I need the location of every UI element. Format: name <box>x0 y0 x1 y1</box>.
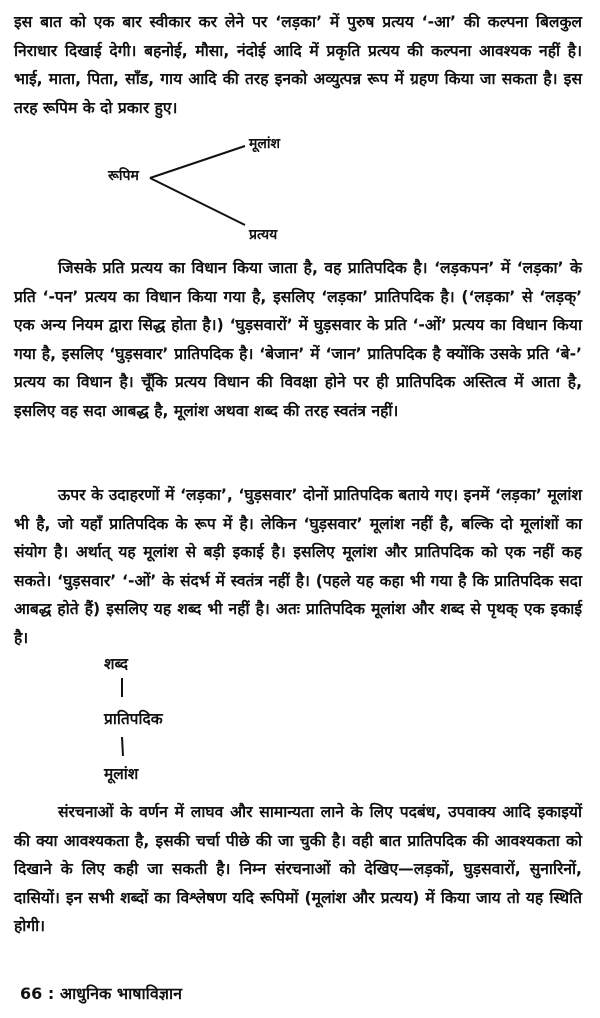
diagram1-root-label: रूपिम <box>108 168 139 184</box>
paragraph-4: संरचनाओं के वर्णन में लाघव और सामान्यता लाने के लिए पदबंध, उपवाक्य आदि इकाइयों की क्या आवश्यकता है, इसकी चर्चा पीछे की जा चुकी है। वही बात प्रातिपदिक की आवश्यकता को दिखाने के लिए कही जा सकती है। निम्न संरचनाओं को देखिए—लड़कों, घुड़सवारों, सुनारिनों, दासियों। इन सभी शब्दों का विश्लेषण यदि रूपिमों (मूलांश और प्रत्यय) में किया जाय तो यह स्थिति होगी। <box>14 803 582 936</box>
footer-separator: : <box>47 984 55 1003</box>
diagram2-top-label: शब्द <box>104 655 128 673</box>
diagram2-bottom-label: मूलांश <box>104 765 139 783</box>
paragraph-3: ऊपर के उदाहरणों में ‘लड़का’, ‘घुड़सवार’ दोनों प्रातिपदिक बताये गए। इनमें ‘लड़का’ मूलांश भी है, जो यहाँ प्रातिपदिक के रूप में है। लेकिन ‘घुड़सवार’ मूलांश नहीं है, बल्कि दो मूलांशों का संयोग है। अर्थात् यह मूलांश से बड़ी इकाई है। इसलिए मूलांश और प्रातिपदिक को एक नहीं कह सकते। ‘घुड़सवार’ ‘-ओं’ के संदर्भ में स्वतंत्र नहीं है। (पहले यह कहा भी गया है कि प्रातिपदिक सदा आबद्ध होते हैं) इसलिए यह शब्द भी नहीं है। अतः प्रातिपदिक मूलांश और शब्द से पृथक् एक इकाई है। <box>14 486 582 647</box>
page-number: 66 <box>20 984 43 1003</box>
diagram1-upper-label: मूलांश <box>249 136 281 152</box>
diagram1-lower-label: प्रत्यय <box>249 227 278 243</box>
paragraph-2: जिसके प्रति प्रत्यय का विधान किया जाता है, वह प्रातिपदिक है। ‘लड़कपन’ में ‘लड़का’ के प्रति ‘-पन’ प्रत्यय का विधान किया गया है, इसलिए ‘लड़का’ प्रातिपदिक है। (‘लड़का’ से ‘लड़क्’ एक अन्य नियम द्वारा सिद्ध होता है।) ‘घुड़सवारों’ में घुड़सवार के प्रति ‘-ओं’ प्रत्यय का विधान किया गया है, इसलिए ‘घुड़सवार’ प्रातिपदिक है। ‘बेजान’ में ‘जान’ प्रातिपदिक है क्योंकि उसके प्रति ‘बे-’ प्रत्यय का विधान है। चूँकि प्रत्यय विधान की विवक्षा होने पर ही प्रातिपदिक अस्तित्व में आता है, इसलिए वह सदा आबद्ध है, मूलांश अथवा शब्द की तरह स्वतंत्र नहीं। <box>14 259 582 420</box>
page-footer <box>20 982 182 1004</box>
diagram2-middle-label: प्रातिपदिक <box>104 710 163 728</box>
book-title: आधुनिक भाषाविज्ञान <box>59 984 183 1003</box>
paragraph-1: इस बात को एक बार स्वीकार कर लेने पर ‘लड़का’ में पुरुष प्रत्यय ‘-आ’ की कल्पना बिलकुल निराधार दिखाई देगी। बहनोई, मौसा, नंदोई आदि में प्रकृति प्रत्यय की कल्पना आवश्यक नहीं है। भाई, माता, पिता, साँड, गाय आदि की तरह इनको अव्युत्पन्न रूप में ग्रहण किया जा सकता है। इस तरह रूपिम के दो प्रकार हुए। <box>14 13 582 117</box>
